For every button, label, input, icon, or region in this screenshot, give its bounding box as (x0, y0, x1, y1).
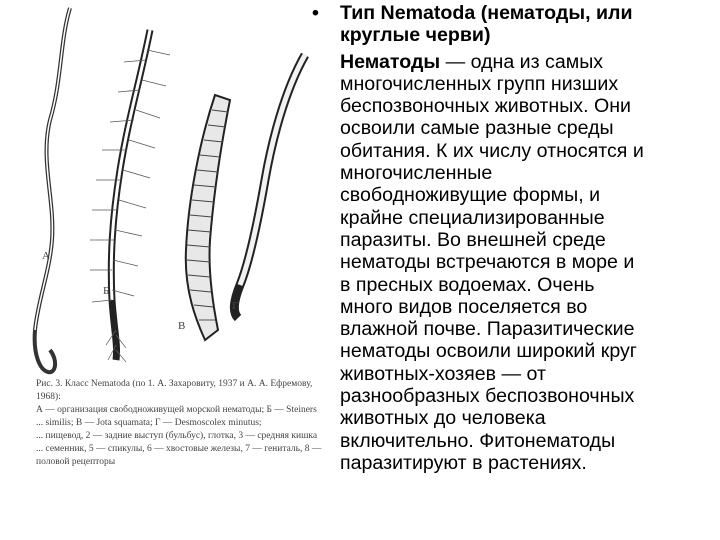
heading-line-1: Тип Nematoda (нематоды, или (340, 2, 633, 24)
body-line: животных-хозяев — от (340, 362, 546, 385)
caption-line: ... similis; В — Jota squamata; Г — Desmoscolex minutus; (36, 418, 262, 428)
body-line: разнообразных беспозвоночных (340, 385, 635, 408)
bullet-icon: • (312, 2, 319, 24)
body-line: многочисленных групп низших (340, 72, 619, 95)
caption-line: Рис. 3. Класс Nematoda (по 1. А. Захаровиту, 1937 и А. А. Ефремову, (36, 379, 313, 389)
caption-line: ... пищевод, 2 — задние выступ (бульбус), глотка, 3 — средняя кишка (36, 431, 318, 441)
body-line: много видов поселяется во (340, 295, 588, 318)
body-line: в пресных водоемах. Очень (340, 273, 595, 296)
body-line: крайне специализированные (340, 206, 605, 229)
figure-caption (36, 378, 322, 469)
body-line: включительно. Фитонематоды (340, 429, 616, 452)
body-paragraph (312, 51, 716, 475)
body-line: влажной почве. Паразитические (340, 318, 635, 341)
worm-a (35, 8, 70, 372)
caption-line: А — организация свободноживущей морской нематоды; Б — Steiners (36, 405, 317, 415)
body-line: паразитируют в растениях. (340, 451, 587, 474)
body-line: свободноживущие формы, и (340, 184, 601, 207)
caption-line: ... семенник, 5 — спикулы, 6 — хвостовые железы, 7 — гениталь, 8 — (36, 444, 322, 454)
figure-label-a: А (42, 250, 50, 262)
body-line: освоили самые разные среды (340, 117, 614, 140)
body-line: беспозвоночных животных. Они (340, 95, 631, 118)
body-line: нематоды освоили широкий круг (340, 340, 637, 363)
body-line-1 (340, 51, 716, 73)
body-line: нематоды встречаются в море и (340, 251, 635, 274)
body-line: животных до человека (340, 407, 546, 430)
figure-label-v: В (178, 320, 186, 332)
worm-c (186, 95, 230, 340)
worm-b-bristles (90, 50, 170, 302)
body-line: многочисленные (340, 162, 493, 185)
term: Нематоды (340, 50, 441, 73)
body-line: обитания. К их числу относятся и (340, 139, 644, 162)
body-line-text: — одна из самых (440, 50, 604, 73)
caption-line: 1968): (36, 392, 61, 402)
figure-label-b: Б (103, 285, 110, 297)
figure-label-g: Г (232, 300, 239, 312)
heading (312, 2, 716, 24)
caption-line: половой рецепторы (36, 457, 116, 467)
nematode-illustration (0, 0, 320, 540)
heading-line-2: круглые черви) (340, 24, 491, 47)
slide-text (312, 2, 716, 474)
body-line: паразиты. Во внешней среде (340, 228, 606, 251)
